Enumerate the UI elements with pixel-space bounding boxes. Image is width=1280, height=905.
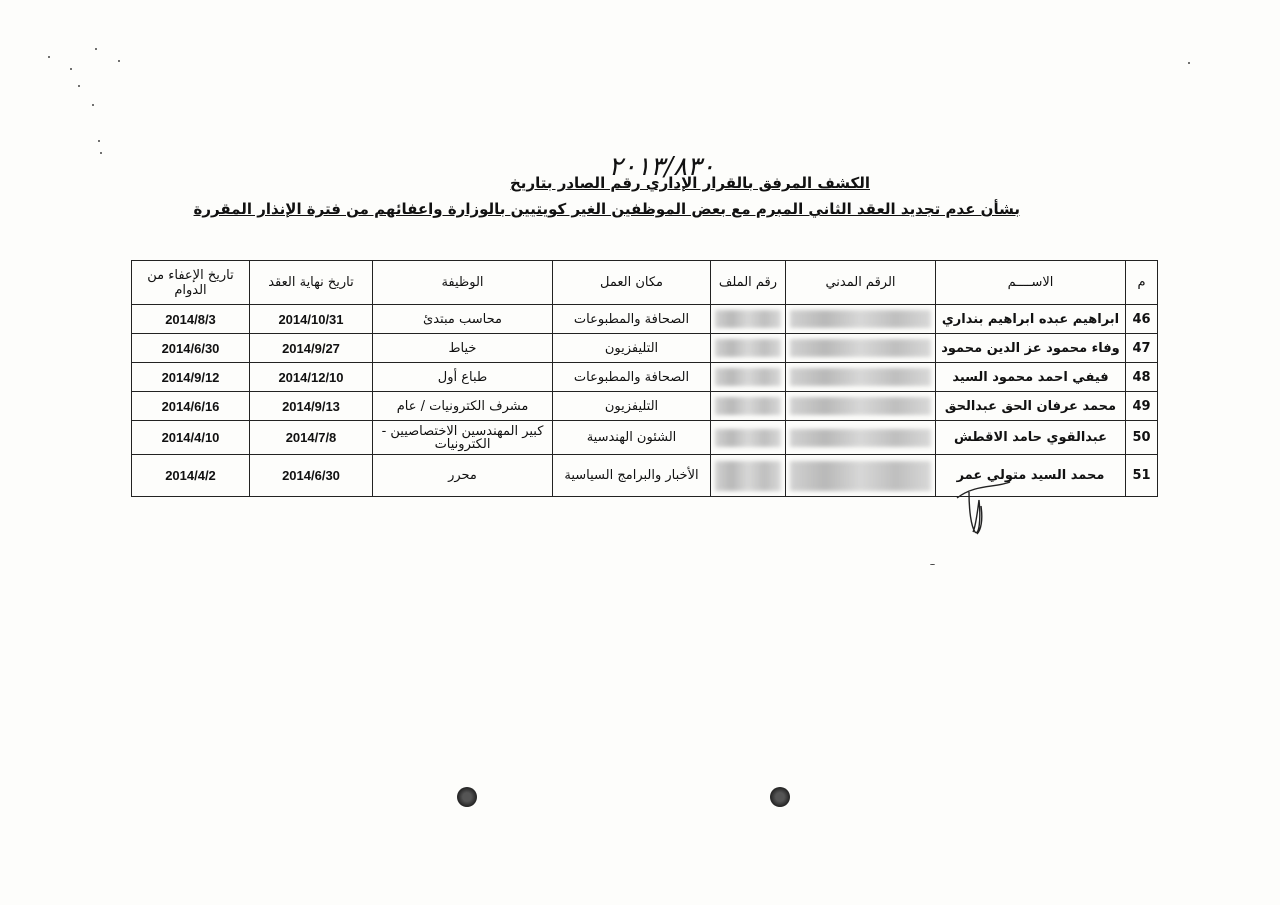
table-row — [132, 363, 1158, 392]
table-row — [132, 421, 1158, 455]
table-header-row — [132, 261, 1158, 305]
redacted-file-no — [711, 334, 786, 363]
row-num: 48 — [1126, 363, 1158, 392]
punch-hole-left — [457, 787, 477, 807]
header-name: الاســــم — [936, 261, 1126, 305]
signature — [955, 480, 1015, 540]
row-num: 50 — [1126, 421, 1158, 455]
row-name: وفاء محمود عز الدين محمود — [936, 334, 1126, 363]
redacted-file-no — [711, 305, 786, 334]
header-exemption-date: تاريخ الإعفاء من الدوام — [132, 261, 250, 305]
header-file-no: رقم الملف — [711, 261, 786, 305]
row-exemption-date: 2014/8/3 — [132, 305, 250, 334]
row-contract-end: 2014/10/31 — [250, 305, 373, 334]
row-num: 46 — [1126, 305, 1158, 334]
redacted-civil-id — [786, 421, 936, 455]
scan-speck — [95, 48, 97, 50]
row-job: محاسب مبتدئ — [373, 305, 553, 334]
row-workplace: الصحافة والمطبوعات — [553, 305, 711, 334]
scan-speck — [930, 564, 935, 565]
redacted-file-no — [711, 363, 786, 392]
row-name: محمد السيد متولي عمر — [936, 455, 1126, 497]
handwritten-decision-number: ٢٠١٣/٨٣٠ — [608, 152, 715, 182]
row-contract-end: 2014/7/8 — [250, 421, 373, 455]
row-contract-end: 2014/6/30 — [250, 455, 373, 497]
row-num: 47 — [1126, 334, 1158, 363]
row-job: كبير المهندسين الاختصاصيين - الكترونيات — [373, 421, 553, 455]
scan-speck — [78, 85, 80, 87]
title-line-1: الكشف المرفق بالقرار الإداري رقم الصادر بتاريخ — [510, 174, 870, 192]
row-num: 49 — [1126, 392, 1158, 421]
table-row — [132, 392, 1158, 421]
row-contract-end: 2014/9/27 — [250, 334, 373, 363]
punch-hole-right — [770, 787, 790, 807]
redacted-civil-id — [786, 392, 936, 421]
row-exemption-date: 2014/6/16 — [132, 392, 250, 421]
row-num: 51 — [1126, 455, 1158, 497]
header-job: الوظيفة — [373, 261, 553, 305]
row-name: ابراهيم عبده ابراهيم بنداري — [936, 305, 1126, 334]
scan-speck — [100, 152, 102, 154]
title-line-2: بشأن عدم تجديد العقد الثاني المبرم مع بعض الموظفين الغير كويتيين بالوزارة واعفائهم من فترة الإنذار المقررة — [193, 200, 1020, 218]
row-workplace: الصحافة والمطبوعات — [553, 363, 711, 392]
redacted-civil-id — [786, 455, 936, 497]
row-job: خياط — [373, 334, 553, 363]
row-workplace: التليفزيون — [553, 392, 711, 421]
header-contract-end: تاريخ نهاية العقد — [250, 261, 373, 305]
redacted-file-no — [711, 392, 786, 421]
row-workplace: الأخبار والبرامج السياسية — [553, 455, 711, 497]
row-exemption-date: 2014/9/12 — [132, 363, 250, 392]
row-name: محمد عرفان الحق عبدالحق — [936, 392, 1126, 421]
row-name: فيفي احمد محمود السيد — [936, 363, 1126, 392]
employee-table — [131, 260, 1158, 497]
scan-speck — [1188, 62, 1190, 64]
row-exemption-date: 2014/4/10 — [132, 421, 250, 455]
redacted-file-no — [711, 455, 786, 497]
header-num: م — [1126, 261, 1158, 305]
redacted-file-no — [711, 421, 786, 455]
row-workplace: التليفزيون — [553, 334, 711, 363]
scan-speck — [48, 56, 50, 58]
row-exemption-date: 2014/6/30 — [132, 334, 250, 363]
header-civil-id: الرقم المدني — [786, 261, 936, 305]
scan-speck — [92, 104, 94, 106]
redacted-civil-id — [786, 305, 936, 334]
table-row — [132, 305, 1158, 334]
scan-speck — [98, 140, 100, 142]
row-job: محرر — [373, 455, 553, 497]
scan-speck — [118, 60, 120, 62]
row-exemption-date: 2014/4/2 — [132, 455, 250, 497]
redacted-civil-id — [786, 363, 936, 392]
row-job: طباع أول — [373, 363, 553, 392]
row-name: عبدالقوي حامد الاقطش — [936, 421, 1126, 455]
scan-speck — [70, 68, 72, 70]
redacted-civil-id — [786, 334, 936, 363]
row-workplace: الشئون الهندسية — [553, 421, 711, 455]
row-job: مشرف الكترونيات / عام — [373, 392, 553, 421]
row-contract-end: 2014/12/10 — [250, 363, 373, 392]
header-workplace: مكان العمل — [553, 261, 711, 305]
table-row — [132, 334, 1158, 363]
row-contract-end: 2014/9/13 — [250, 392, 373, 421]
